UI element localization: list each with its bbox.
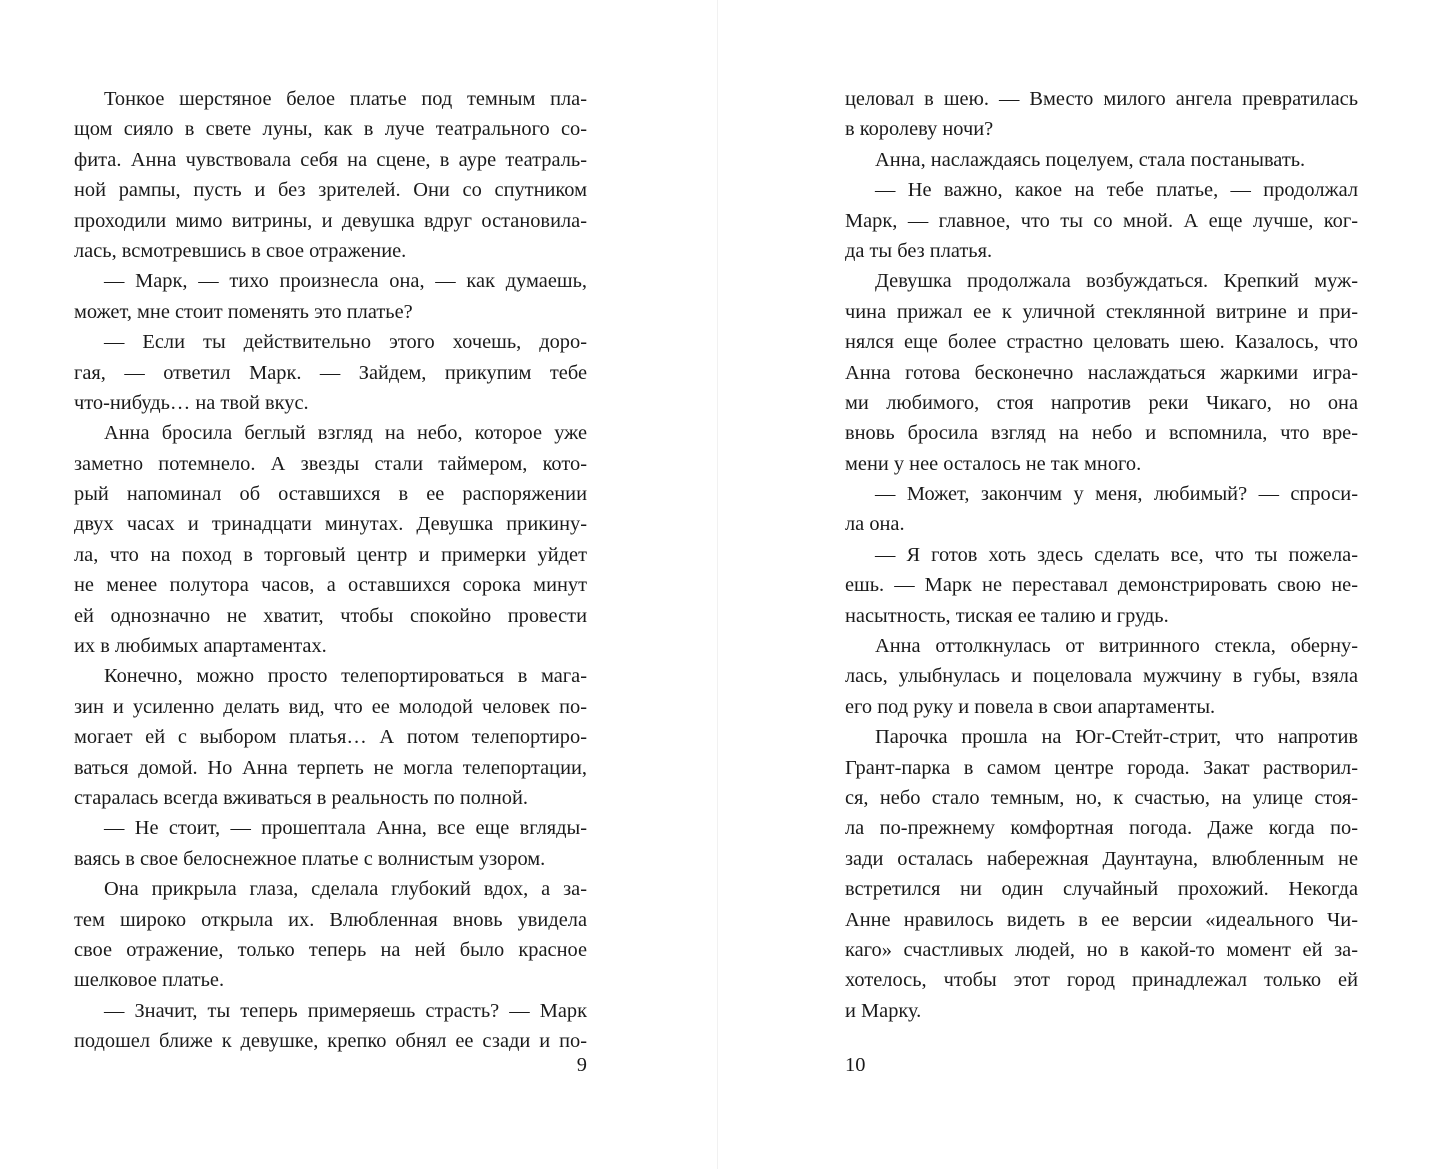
- text-line: их в любимых апартаментах.: [74, 635, 327, 658]
- text-line: старалась всегда вживаться в реальность по полной.: [74, 786, 528, 809]
- text-line: Парочка прошла на Юг-Стейт-стрит, что напротив: [875, 726, 1358, 749]
- text-line: заметно потемнело. А звезды стали таймером, кото-: [74, 452, 587, 475]
- text-line: гая, — ответил Марк. — Зайдем, прикупим тебе: [74, 361, 587, 384]
- text-line: насытность, тиская ее талию и грудь.: [845, 604, 1169, 627]
- text-line: нялся еще более страстно целовать шею. Казалось, что: [845, 331, 1358, 354]
- text-line: свое отражение, только теперь на ней было красное: [74, 938, 587, 961]
- text-line: ла по-прежнему комфортная погода. Даже когда по-: [845, 817, 1358, 840]
- text-line: Грант-парка в самом центре города. Закат растворил-: [845, 756, 1358, 779]
- text-line: зин и усиленно делать вид, что ее молодой человек по-: [74, 695, 587, 718]
- text-line: шелковое платье.: [74, 969, 225, 992]
- text-line: Тонкое шерстяное белое платье под темным пла-: [104, 88, 587, 110]
- text-line: ла она.: [845, 513, 905, 536]
- text-line: лась, всмотревшись в свое отражение.: [74, 239, 407, 262]
- left-page-body: [74, 84, 587, 1057]
- text-line: Анна, наслаждаясь поцелуем, стала постанывать.: [875, 148, 1306, 171]
- text-line: что-нибудь… на твой вкус.: [74, 391, 309, 414]
- text-line: целовал в шею. — Вместо милого ангела превратилась: [845, 88, 1358, 110]
- text-line: ла, что на поход в торговый центр и примерки уйдет: [74, 543, 587, 566]
- text-line: тем широко открыла их. Влюбленная вновь увидела: [74, 908, 587, 931]
- text-line: — Не стоит, — прошептала Анна, все еще вгляды-: [104, 817, 587, 840]
- text-line: ми любимого, стоя напротив реки Чикаго, но она: [845, 391, 1358, 414]
- text-line: ешь. — Марк не переставал демонстрировать свою не-: [845, 574, 1358, 597]
- right-page: [720, 0, 1439, 1169]
- text-line: фита. Анна чувствовала себя на сцене, в ауре театраль-: [74, 148, 587, 171]
- text-line: — Марк, — тихо произнесла она, — как думаешь,: [104, 270, 587, 293]
- text-line: встретился ни один случайный прохожий. Некогда: [845, 878, 1358, 901]
- text-line: Она прикрыла глаза, сделала глубокий вдох, а за-: [104, 878, 587, 901]
- text-line: ваясь в свое белоснежное платье с волнистым узором.: [74, 847, 546, 870]
- text-line: в королеву ночи?: [845, 118, 994, 141]
- text-line: ной рампы, пусть и без зрителей. Они со спутником: [74, 179, 587, 202]
- text-line: Анна готова бесконечно наслаждаться жаркими игра-: [845, 361, 1358, 384]
- text-line: Анна оттолкнулась от витринного стекла, оберну-: [875, 635, 1358, 658]
- text-line: хотелось, чтобы этот город принадлежал только ей: [845, 969, 1358, 992]
- text-line: мени у нее осталось не так много.: [845, 452, 1142, 475]
- text-line: Анне нравилось видеть в ее версии «идеального Чи-: [845, 908, 1358, 931]
- text-line: — Может, закончим у меня, любимый? — спроси-: [875, 483, 1358, 506]
- text-line: рый напоминал об оставшихся в ее распоряжении: [74, 483, 587, 506]
- text-line: ся, небо стало темным, но, к счастью, на улице стоя-: [845, 786, 1358, 809]
- text-line: может, мне стоит поменять это платье?: [74, 300, 413, 323]
- text-line: подошел ближе к девушке, крепко обнял ее сзади и по-: [74, 1030, 587, 1053]
- text-line: проходили мимо витрины, и девушка вдруг остановила-: [74, 209, 587, 232]
- page-number-right: 10: [845, 1054, 866, 1076]
- page-number-left: 9: [576, 1054, 587, 1076]
- text-line: его под руку и повела в свои апартаменты.: [845, 695, 1216, 718]
- page-gutter: [717, 0, 718, 1169]
- left-page: [0, 0, 719, 1169]
- text-line: и Марку.: [845, 999, 922, 1022]
- text-line: — Я готов хоть здесь сделать все, что ты пожела-: [875, 543, 1358, 566]
- text-line: щом сияло в свете луны, как в луче театрального со-: [74, 118, 587, 141]
- text-line: ваться домой. Но Анна терпеть не могла телепортации,: [74, 756, 587, 779]
- text-line: да ты без платья.: [845, 239, 993, 262]
- text-line: Анна бросила беглый взгляд на небо, которое уже: [104, 422, 587, 445]
- text-line: двух часах и тринадцати минутах. Девушка прикину-: [74, 513, 587, 536]
- text-line: — Не важно, какое на тебе платье, — продолжал: [875, 179, 1358, 202]
- text-line: Конечно, можно просто телепортироваться в мага-: [104, 665, 587, 688]
- text-line: не менее полутора часов, а оставшихся сорока минут: [74, 574, 587, 597]
- right-page-body: [845, 84, 1358, 1026]
- text-line: могает ей с выбором платья… А потом телепортиро-: [74, 726, 587, 749]
- text-line: Марк, — главное, что ты со мной. А еще лучше, ког-: [845, 209, 1358, 232]
- text-line: Девушка продолжала возбуждаться. Крепкий муж-: [875, 270, 1358, 293]
- text-line: — Если ты действительно этого хочешь, доро-: [104, 331, 587, 354]
- text-line: вновь бросила взгляд на небо и вспомнила, что вре-: [845, 422, 1358, 445]
- text-line: зади осталась набережная Даунтауна, влюбленным не: [845, 847, 1358, 870]
- text-line: ей однозначно не хватит, чтобы спокойно провести: [74, 604, 587, 627]
- text-line: — Значит, ты теперь примеряешь страсть? — Марк: [104, 999, 587, 1022]
- text-line: чина прижал ее к уличной стеклянной витрине и при-: [845, 300, 1358, 323]
- text-line: каго» счастливых людей, но в какой-то момент ей за-: [845, 938, 1358, 961]
- text-line: лась, улыбнулась и поцеловала мужчину в губы, взяла: [845, 665, 1358, 688]
